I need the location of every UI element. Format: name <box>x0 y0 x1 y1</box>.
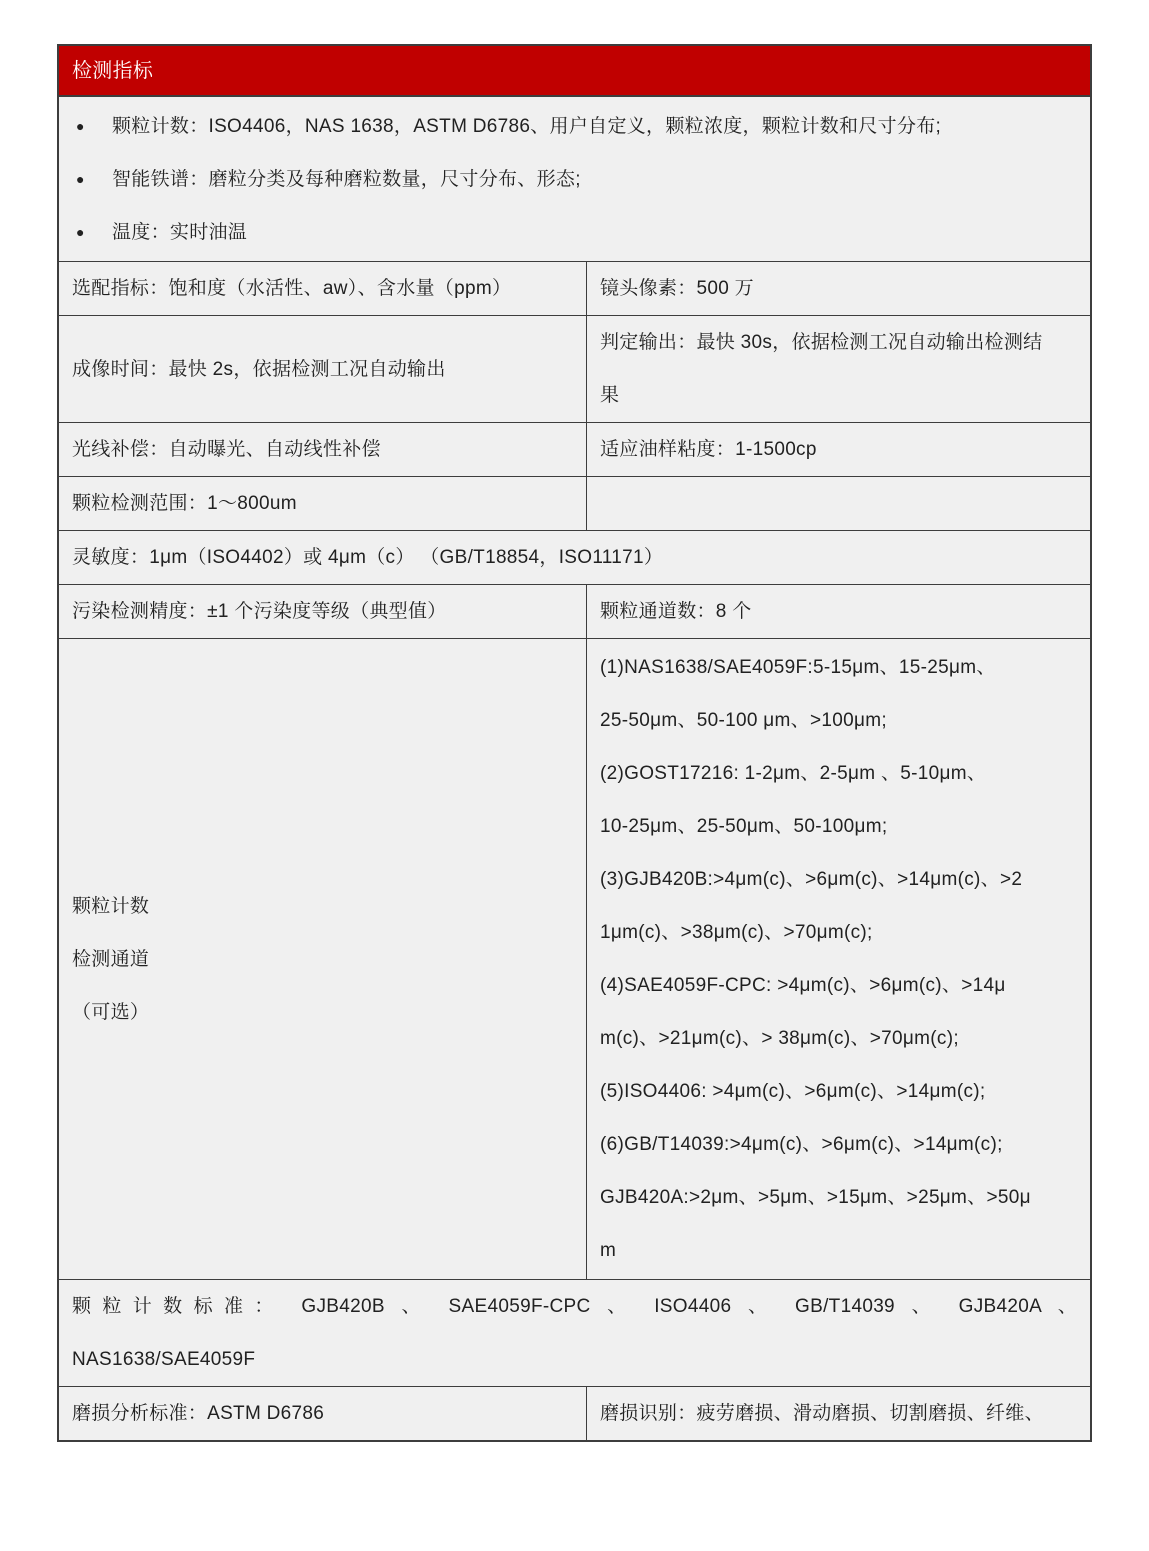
row-optional-index <box>59 261 1090 315</box>
table-header <box>59 46 1090 97</box>
cell-channels-detail <box>586 639 1090 1279</box>
cell-text: 污染检测精度：±1 个污染度等级（典型值） <box>72 601 447 622</box>
channel-line: (1)NAS1638/SAE4059F:5-15μm、15-25μm、 <box>600 657 996 678</box>
cell-text: 颗粒检测范围：1～800um <box>72 493 297 514</box>
cell-optional-index <box>59 262 586 315</box>
cell-wear-standard <box>59 1387 586 1440</box>
cell-text: 磨损识别：疲劳磨损、滑动磨损、切割磨损、纤维、 <box>600 1403 1044 1424</box>
cell-text: 颗粒计数标准： GJB420B 、 SAE4059F-CPC 、 ISO4406 、 GB/T14039 、 GJB420A 、 <box>72 1296 1077 1317</box>
cell-channels-label <box>59 639 586 1279</box>
cell-lens-pixels <box>586 262 1090 315</box>
channel-line: (2)GOST17216: 1-2μm、2-5μm 、5-10μm、 <box>600 763 987 784</box>
cell-particle-channels-count <box>586 585 1090 638</box>
row-particle-counting-channels <box>59 638 1090 1279</box>
cell-judgement-output <box>586 316 1090 422</box>
bullet-list <box>59 97 1090 261</box>
cell-detection-range <box>59 477 586 530</box>
channel-line: (4)SAE4059F-CPC: >4μm(c)、>6μm(c)、>14μ <box>600 975 1006 996</box>
channel-line: 25-50μm、50-100 μm、>100μm; <box>600 710 887 731</box>
row-light-compensation <box>59 422 1090 476</box>
channel-line: (3)GJB420B:>4μm(c)、>6μm(c)、>14μm(c)、>2 <box>600 869 1023 890</box>
row-sensitivity <box>59 530 1090 584</box>
cell-text: 磨损分析标准：ASTM D6786 <box>72 1403 325 1424</box>
row-wear-analysis <box>59 1386 1090 1440</box>
cell-text: 光线补偿：自动曝光、自动线性补偿 <box>72 439 381 460</box>
row-imaging-time <box>59 315 1090 422</box>
bullet-item <box>59 100 1090 153</box>
channel-line: (6)GB/T14039:>4μm(c)、>6μm(c)、>14μm(c); <box>600 1134 1003 1155</box>
channel-line: 1μm(c)、>38μm(c)、>70μm(c); <box>600 922 873 943</box>
channel-line: m(c)、>21μm(c)、> 38μm(c)、>70μm(c); <box>600 1028 959 1049</box>
bullet-item <box>59 206 1090 259</box>
row-contamination-accuracy <box>59 584 1090 638</box>
cell-text: 检测通道 <box>72 948 150 970</box>
cell-text: （可选） <box>72 1001 150 1023</box>
channel-line: 10-25μm、25-50μm、50-100μm; <box>600 816 888 837</box>
cell-wear-recognition <box>586 1387 1090 1440</box>
row-detection-range <box>59 476 1090 530</box>
cell-text: 判定输出：最快 30s，依据检测工况自动输出检测结果 <box>600 332 1043 406</box>
cell-imaging-time <box>59 316 586 422</box>
bullet-text: 智能铁谱：磨粒分类及每种磨粒数量，尺寸分布、形态; <box>112 169 581 190</box>
channel-line: m <box>600 1240 617 1261</box>
row-counting-standards <box>59 1279 1090 1386</box>
cell-text: 选配指标：饱和度（水活性、aw）、含水量（ppm） <box>72 278 512 299</box>
channel-line: (5)ISO4406: >4μm(c)、>6μm(c)、>14μm(c); <box>600 1081 986 1102</box>
cell-text: NAS1638/SAE4059F <box>72 1349 256 1370</box>
cell-text: 镜头像素：500 万 <box>600 278 754 299</box>
cell-oil-viscosity <box>586 423 1090 476</box>
cell-empty <box>586 477 1090 530</box>
cell-text: 成像时间：最快 2s，依据检测工况自动输出 <box>72 358 446 380</box>
bullet-item <box>59 153 1090 206</box>
cell-text: 颗粒计数 <box>72 895 150 917</box>
bullet-text: 温度：实时油温 <box>112 222 248 243</box>
channel-line: GJB420A:>2μm、>5μm、>15μm、>25μm、>50μ <box>600 1187 1031 1208</box>
table-header-title: 检测指标 <box>72 60 154 82</box>
cell-contamination-accuracy <box>59 585 586 638</box>
cell-light-compensation <box>59 423 586 476</box>
spec-table <box>57 44 1092 1442</box>
cell-text: 灵敏度：1μm（ISO4402）或 4μm（c） （GB/T18854，ISO11171） <box>72 547 664 568</box>
bullet-text: 颗粒计数：ISO4406，NAS 1638，ASTM D6786、用户自定义，颗粒浓度，颗粒计数和尺寸分布; <box>112 116 942 137</box>
bullet-dot-icon: ● <box>76 224 85 240</box>
cell-text: 颗粒通道数：8 个 <box>600 601 752 622</box>
bullet-dot-icon: ● <box>76 171 85 187</box>
cell-text: 适应油样粘度：1-1500cp <box>600 439 817 460</box>
bullet-dot-icon: ● <box>76 118 85 134</box>
